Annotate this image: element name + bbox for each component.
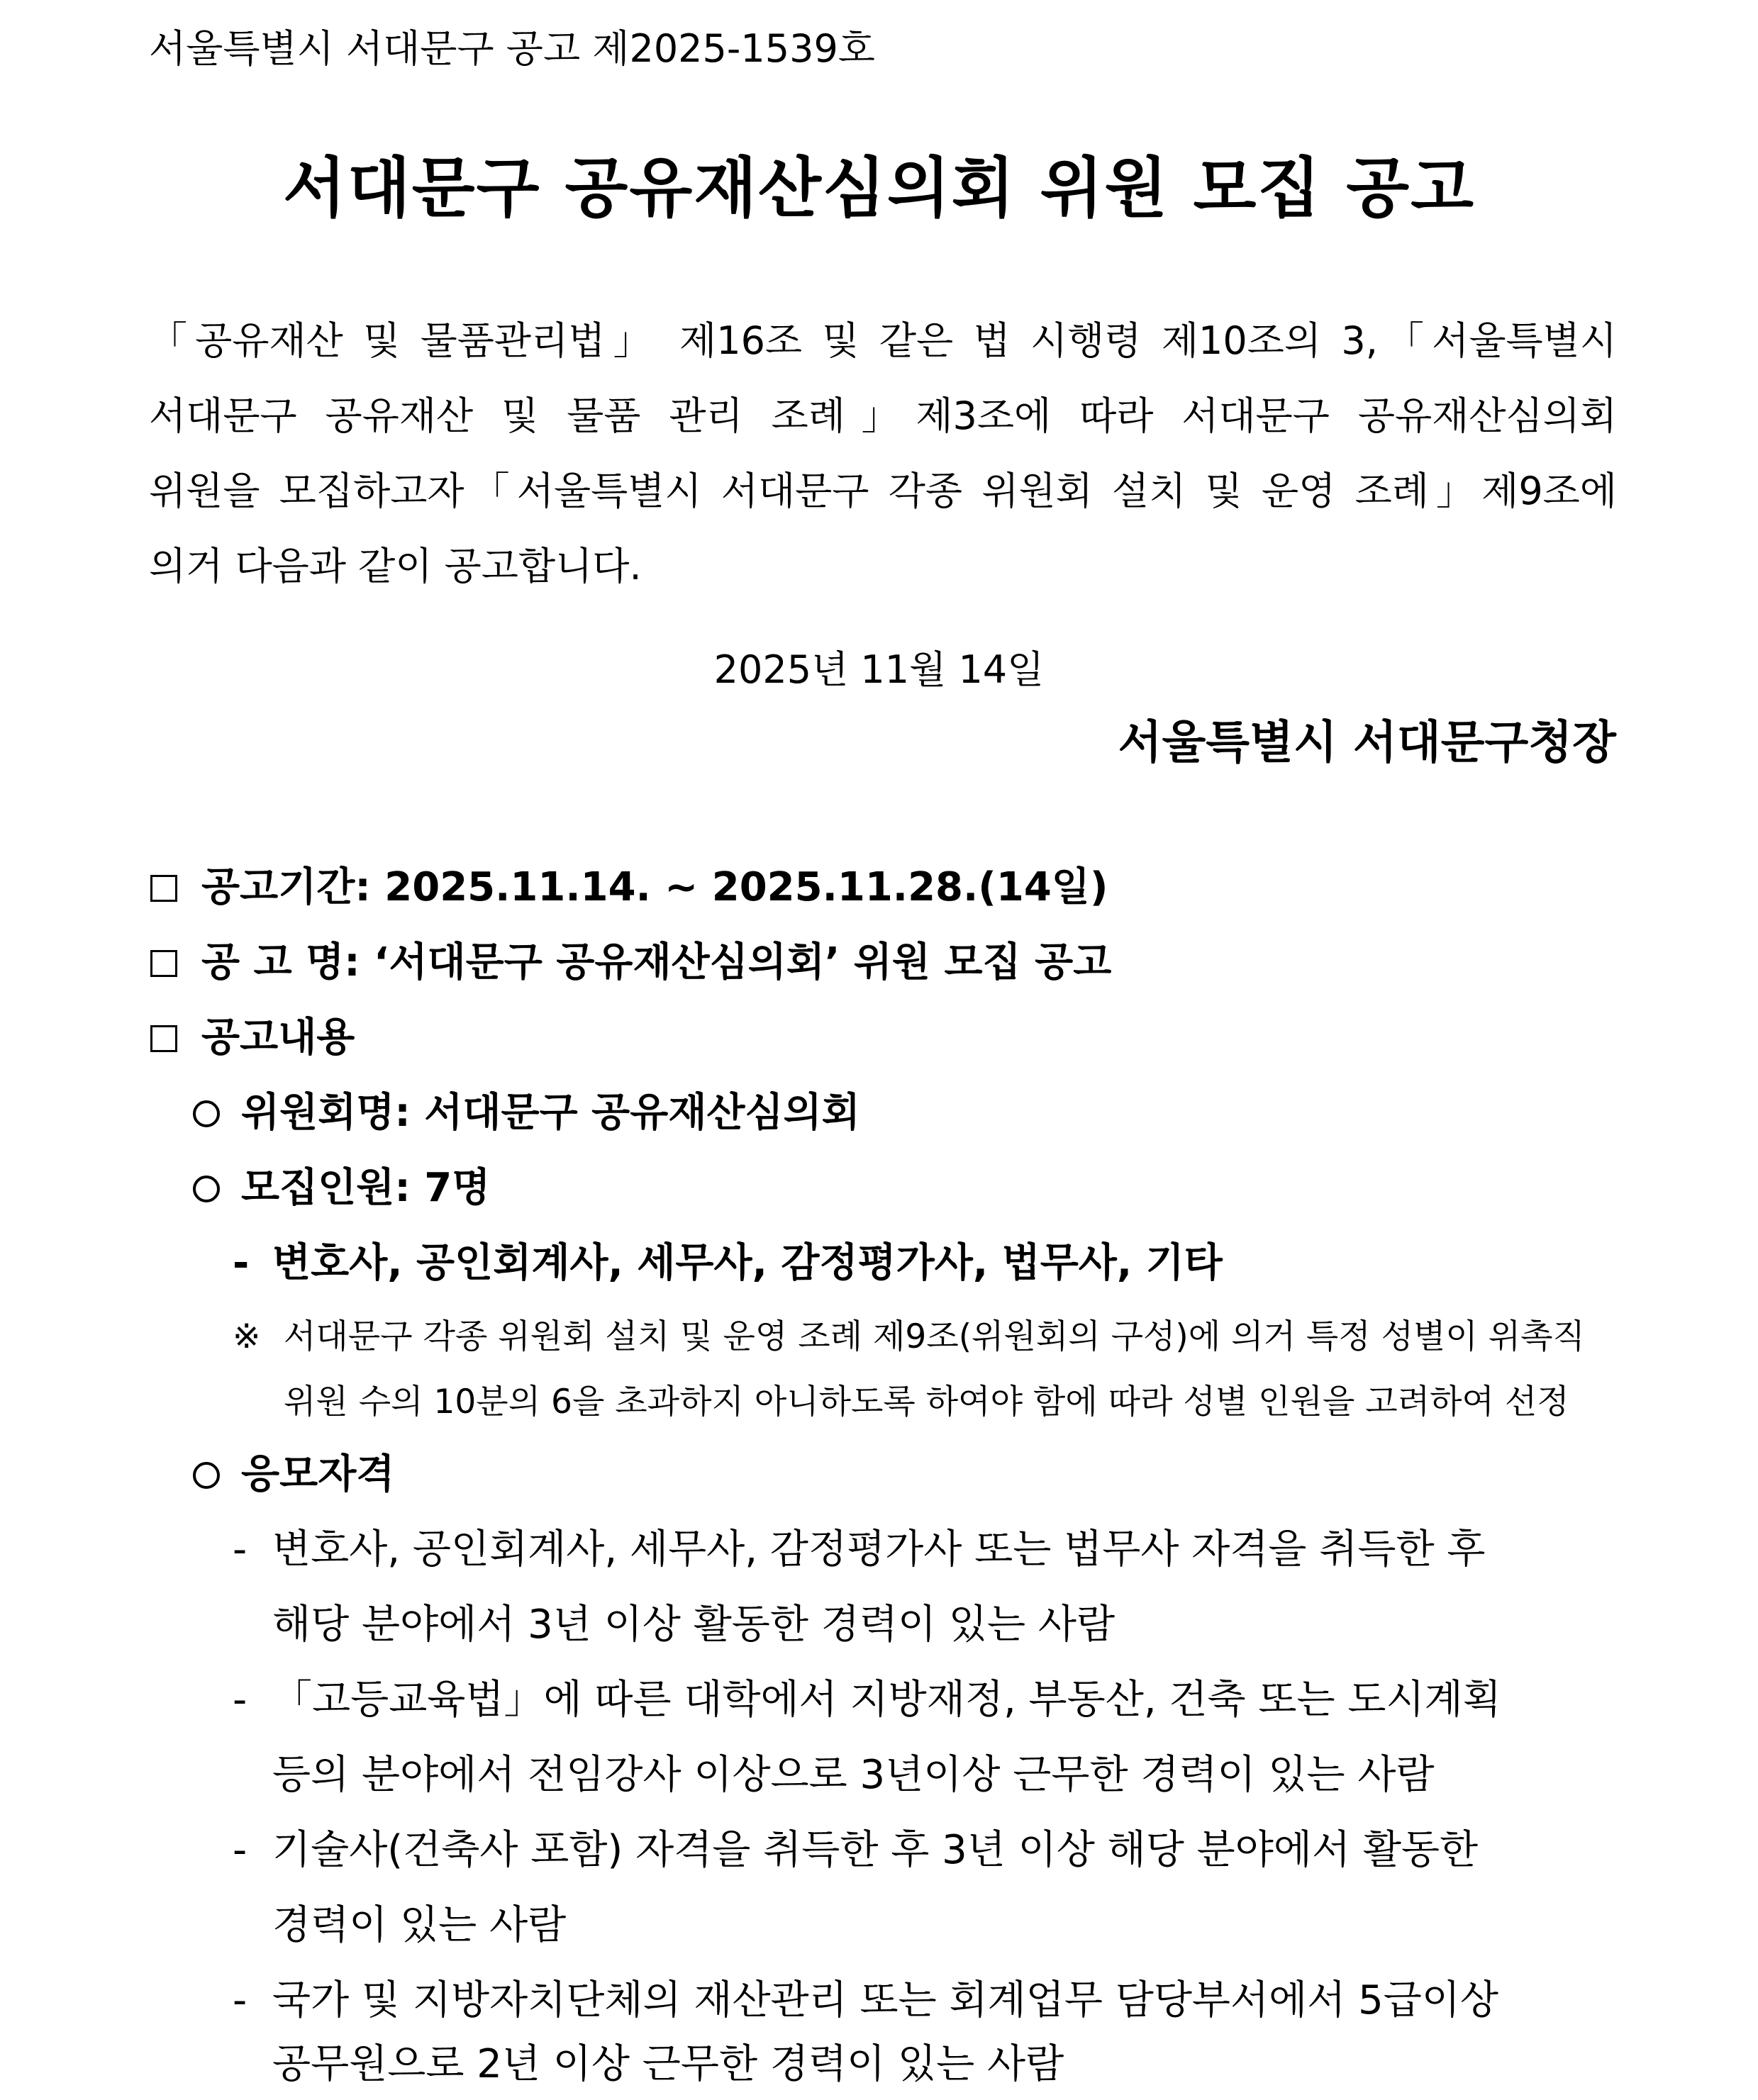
checkbox-square-icon (150, 875, 177, 902)
qualification-item-cont (272, 1590, 1115, 1660)
gender-note (233, 1305, 1615, 1370)
qualification-line: 등의 분야에서 전임강사 이상으로 3년이상 근무한 경력이 있는 사람 (272, 1752, 1435, 1798)
item-qualification-text: 응모자격 (241, 1451, 395, 1497)
qualification-item-cont (272, 2029, 1064, 2100)
qualification-item (233, 1514, 1486, 1585)
notice-number: 서울특별시 서대문구 공고 제2025-1539호 (149, 26, 875, 71)
item-recruits-text: 모집인원: 7명 (241, 1165, 491, 1211)
gender-note-cont (284, 1370, 1569, 1435)
circle-bullet-icon (193, 1100, 220, 1127)
item-committee (193, 1078, 860, 1149)
circle-bullet-icon (193, 1175, 220, 1202)
qualification-line: 경력이 있는 사람 (272, 1902, 567, 1948)
note-line: 서대문구 각종 위원회 설치 및 운영 조례 제9조(위원회의 구성)에 의거 특정 성별이 위촉직 (284, 1317, 1585, 1356)
checkbox-square-icon (150, 950, 177, 977)
intro-line: 「공유재산 및 물품관리법」 제16조 및 같은 법 시행령 제10조의 3,「서울특별시 (149, 318, 1617, 363)
qualification-item (233, 1965, 1498, 2036)
section-period (150, 852, 1108, 923)
circle-bullet-icon (193, 1462, 220, 1489)
notice-date: 2025년 11월 14일 (713, 647, 1045, 692)
section-name-text: 공 고 명: ‘서대문구 공유재산심의회’ 위원 모집 공고 (201, 939, 1112, 985)
qualification-line: 「고등교육법」에 따른 대학에서 지방재정, 부동산, 건축 또는 도시계획 (272, 1677, 1501, 1723)
note-line: 위원 수의 10분의 6을 초과하지 아니하도록 하여야 함에 따라 성별 인원을 고려하여 선정 (284, 1383, 1569, 1422)
intro-line: 위원을 모집하고자「서울특별시 서대문구 각종 위원회 설치 및 운영 조례」제9조에 (149, 469, 1617, 513)
intro-paragraph (149, 303, 1617, 604)
dash-marker: - (233, 1677, 247, 1723)
checkbox-square-icon (150, 1025, 177, 1052)
item-qualification (193, 1439, 394, 1510)
qualification-line: 변호사, 공인회계사, 세무사, 감정평가사 또는 법무사 자격을 취득한 후 (272, 1526, 1486, 1573)
intro-line: 의거 다음과 같이 공고합니다. (149, 544, 642, 588)
qualification-line: 해당 분야에서 3년 이상 활동한 경력이 있는 사람 (272, 1602, 1116, 1648)
qualification-item (233, 1665, 1501, 1736)
qualification-line: 국가 및 지방자치단체의 재산관리 또는 회계업무 담당부서에서 5급이상 (272, 1977, 1499, 2023)
page-title: 서대문구 공유재산심의회 위원 모집 공고 (283, 150, 1475, 226)
dash-marker: - (233, 1526, 247, 1573)
qualification-item-cont (272, 1890, 566, 1961)
dash-marker: - (233, 1827, 247, 1873)
section-content-text: 공고내용 (201, 1015, 355, 1061)
dash-marker: - (233, 1977, 247, 2023)
section-period-text: 공고기간: 2025.11.14. ~ 2025.11.28.(14일) (201, 864, 1108, 910)
qualification-item (233, 1815, 1478, 1886)
item-committee-text: 위원회명: 서대문구 공유재산심의회 (241, 1090, 860, 1136)
qualification-item-cont (272, 1740, 1435, 1811)
signer: 서울특별시 서대문구청장 (1118, 717, 1616, 769)
section-content (150, 1002, 355, 1073)
section-name (150, 927, 1111, 998)
qualification-line: 공무원으로 2년 이상 근무한 경력이 있는 사람 (272, 2041, 1064, 2087)
note-mark: ※ (233, 1317, 261, 1356)
item-recruits (193, 1153, 490, 1224)
intro-line: 서대문구 공유재산 및 물품 관리 조례」제3조에 따라 서대문구 공유재산심의회 (149, 393, 1617, 438)
dash-marker: - (233, 1240, 250, 1286)
item-professions (233, 1228, 1223, 1299)
item-professions-text: 변호사, 공인회계사, 세무사, 감정평가사, 법무사, 기타 (272, 1240, 1223, 1286)
qualification-line: 기술사(건축사 포함) 자격을 취득한 후 3년 이상 해당 분야에서 활동한 (272, 1827, 1479, 1873)
